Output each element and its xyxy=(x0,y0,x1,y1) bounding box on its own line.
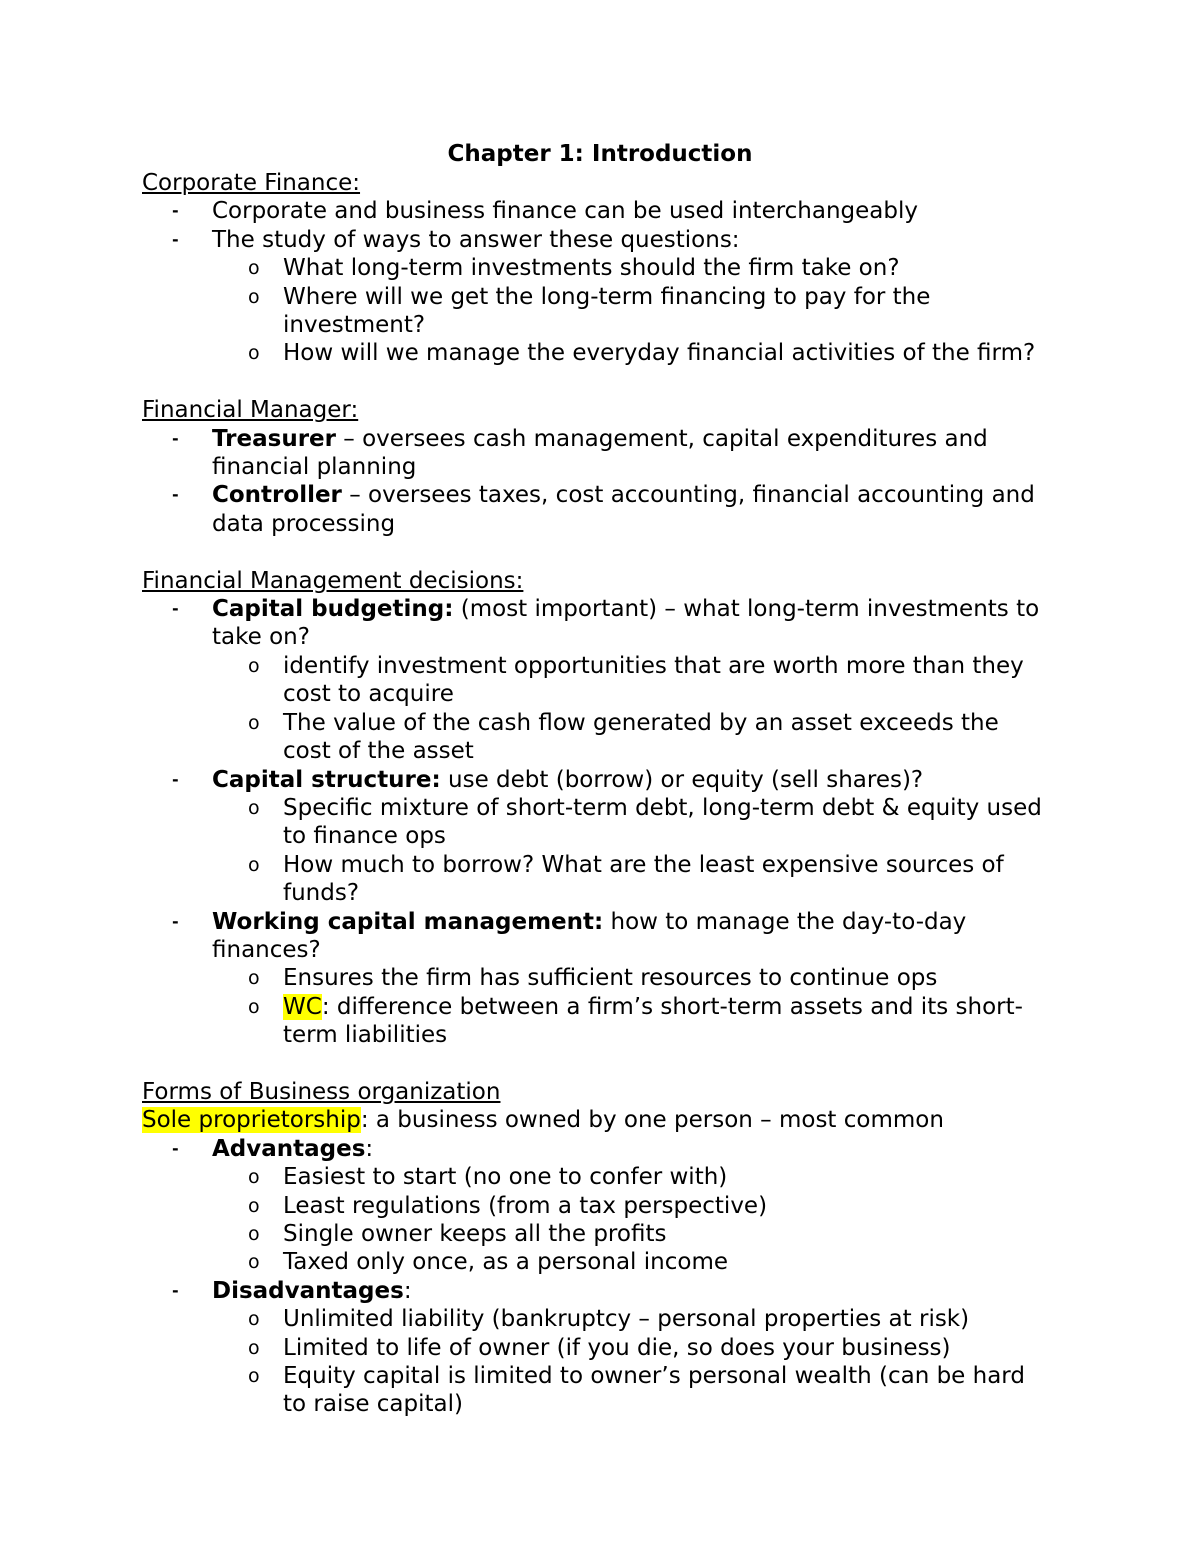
sub-list-item-text: Easiest to start (no one to confer with) xyxy=(283,1164,728,1191)
circle-bullet-icon: o xyxy=(248,1336,260,1359)
dash-bullet-icon: - xyxy=(172,1138,179,1158)
sub-list-item-text: Taxed only once, as a personal income xyxy=(283,1249,728,1276)
sub-list-item-text: identify investment opportunities that are worth more than they xyxy=(283,652,1024,679)
circle-bullet-icon: o xyxy=(248,257,260,280)
list-item xyxy=(0,425,1200,453)
circle-bullet-icon: o xyxy=(248,342,260,365)
dash-bullet-icon: - xyxy=(172,1280,179,1300)
sub-list-item-continuation xyxy=(0,822,1200,850)
list-item-text: – oversees cash management, capital expenditures and xyxy=(335,425,988,452)
sub-list-item-continuation xyxy=(0,879,1200,907)
list-item-text: data processing xyxy=(212,510,396,537)
list-item-text: use debt (borrow) or equity (sell shares)? xyxy=(440,766,924,793)
circle-bullet-icon: o xyxy=(248,654,260,677)
dash-bullet-icon: - xyxy=(172,485,179,505)
sub-list-item xyxy=(0,794,1200,822)
blank-line xyxy=(0,1050,1200,1078)
circle-bullet-icon: o xyxy=(248,1365,260,1388)
list-item-text: financial planning xyxy=(212,454,417,481)
blank-line xyxy=(0,368,1200,396)
dash-bullet-icon: - xyxy=(172,428,179,448)
section-heading-decisions: Financial Management decisions: xyxy=(142,567,524,594)
term-capital-budgeting: Capital budgeting: xyxy=(212,596,454,623)
sub-list-item-text: What long-term investments should the firm take on? xyxy=(283,255,900,282)
sub-list-item-text: : difference between a firm’s short-term assets and its short- xyxy=(321,993,1023,1020)
sub-list-item-continuation xyxy=(0,1390,1200,1418)
list-item xyxy=(0,595,1200,623)
term-treasurer: Treasurer xyxy=(212,425,336,452)
sub-list-item-text: Ensures the firm has sufficient resources to continue ops xyxy=(283,965,938,992)
sub-list-item xyxy=(0,1334,1200,1362)
sub-list-item-continuation xyxy=(0,311,1200,339)
list-item-text: : xyxy=(365,1135,374,1162)
list-item-continuation xyxy=(0,453,1200,481)
sub-list-item xyxy=(0,709,1200,737)
sub-list-item-text: investment? xyxy=(283,312,426,339)
list-item-text: take on? xyxy=(212,624,310,651)
section-heading-financial-manager: Financial Manager: xyxy=(142,397,359,424)
circle-bullet-icon: o xyxy=(248,1194,260,1217)
dash-bullet-icon: - xyxy=(172,911,179,931)
highlighted-term-sole-proprietorship: Sole proprietorship xyxy=(142,1107,361,1134)
list-item-continuation xyxy=(0,936,1200,964)
sub-list-item-text: term liabilities xyxy=(283,1022,448,1049)
circle-bullet-icon: o xyxy=(248,853,260,876)
sub-list-item-text: Where will we get the long-term financing to pay for the xyxy=(283,283,931,310)
dash-bullet-icon: - xyxy=(172,599,179,619)
sub-list-item xyxy=(0,339,1200,367)
dash-bullet-icon: - xyxy=(172,769,179,789)
sub-list-item xyxy=(0,1163,1200,1191)
section-heading-corporate-finance: Corporate Finance: xyxy=(142,170,361,196)
sub-list-item-continuation xyxy=(0,737,1200,765)
definition-line xyxy=(142,1106,1200,1134)
sub-list-item-text: Specific mixture of short-term debt, long-term debt & equity used xyxy=(283,794,1042,821)
page-title: Chapter 1: Introduction xyxy=(447,141,753,167)
sub-list-item xyxy=(0,1192,1200,1220)
list-item-text: how to manage the day-to-day xyxy=(603,908,967,935)
sub-list-item-text: How will we manage the everyday financial activities of the firm? xyxy=(283,340,1036,367)
sub-list-item-text: Limited to life of owner (if you die, so does your business) xyxy=(283,1334,951,1361)
sub-list-item-text: The value of the cash flow generated by an asset exceeds the xyxy=(283,709,999,736)
sub-list-item-text: Least regulations (from a tax perspective) xyxy=(283,1192,768,1219)
circle-bullet-icon: o xyxy=(248,1166,260,1189)
sub-list-item-text: to finance ops xyxy=(283,823,446,850)
list-item-text: finances? xyxy=(212,936,321,963)
sub-list-item xyxy=(0,1362,1200,1390)
circle-bullet-icon: o xyxy=(248,1251,260,1274)
sub-list-item-text: Unlimited liability (bankruptcy – personal properties at risk) xyxy=(283,1306,970,1333)
sub-list-item-text: Single owner keeps all the profits xyxy=(283,1220,667,1247)
term-disadvantages: Disadvantages xyxy=(212,1277,404,1304)
list-item-continuation xyxy=(0,623,1200,651)
definition-text: : a business owned by one person – most common xyxy=(360,1107,944,1134)
sub-list-item xyxy=(0,254,1200,282)
sub-list-item xyxy=(0,993,1200,1021)
sub-list-item-continuation xyxy=(0,1021,1200,1049)
term-controller: Controller xyxy=(212,482,342,509)
sub-list-item xyxy=(0,652,1200,680)
list-item-text: (most important) – what long-term investments to xyxy=(453,596,1040,623)
sub-list-item xyxy=(0,851,1200,879)
highlighted-term-wc: WC xyxy=(283,993,322,1020)
blank-line xyxy=(0,538,1200,566)
dash-bullet-icon: - xyxy=(172,229,179,249)
list-item xyxy=(0,1277,1200,1305)
term-capital-structure: Capital structure: xyxy=(212,766,441,793)
list-item xyxy=(0,481,1200,509)
list-item xyxy=(0,908,1200,936)
sub-list-item xyxy=(0,1248,1200,1276)
circle-bullet-icon: o xyxy=(248,1222,260,1245)
list-item-text: The study of ways to answer these questions: xyxy=(212,226,740,253)
sub-list-item xyxy=(0,1305,1200,1333)
sub-list-item-text: funds? xyxy=(283,880,360,907)
list-item-continuation xyxy=(0,510,1200,538)
circle-bullet-icon: o xyxy=(248,711,260,734)
list-item-text: : xyxy=(403,1277,412,1304)
sub-list-item-text: cost of the asset xyxy=(283,738,474,765)
list-item xyxy=(0,1135,1200,1163)
sub-list-item xyxy=(0,1220,1200,1248)
section-heading-forms: Forms of Business organization xyxy=(142,1078,501,1105)
sub-list-item-text: Equity capital is limited to owner’s personal wealth (can be hard xyxy=(283,1363,1025,1390)
dash-bullet-icon: - xyxy=(172,201,179,221)
circle-bullet-icon: o xyxy=(248,995,260,1018)
list-item-text: – oversees taxes, cost accounting, financial accounting and xyxy=(341,482,1035,509)
sub-list-item xyxy=(0,964,1200,992)
sub-list-item-text: to raise capital) xyxy=(283,1391,463,1418)
list-item xyxy=(0,226,1200,254)
document-page xyxy=(0,140,1200,1419)
list-item xyxy=(0,766,1200,794)
term-advantages: Advantages xyxy=(212,1135,366,1162)
list-item-text: Corporate and business finance can be used interchangeably xyxy=(212,198,919,225)
circle-bullet-icon: o xyxy=(248,285,260,308)
circle-bullet-icon: o xyxy=(248,796,260,819)
list-item xyxy=(0,197,1200,225)
sub-list-item-continuation xyxy=(0,680,1200,708)
sub-list-item xyxy=(0,283,1200,311)
sub-list-item-text: How much to borrow? What are the least expensive sources of xyxy=(283,851,1004,878)
term-working-capital-management: Working capital management: xyxy=(212,908,604,935)
sub-list-item-text: cost to acquire xyxy=(283,681,454,708)
circle-bullet-icon: o xyxy=(248,967,260,990)
circle-bullet-icon: o xyxy=(248,1308,260,1331)
